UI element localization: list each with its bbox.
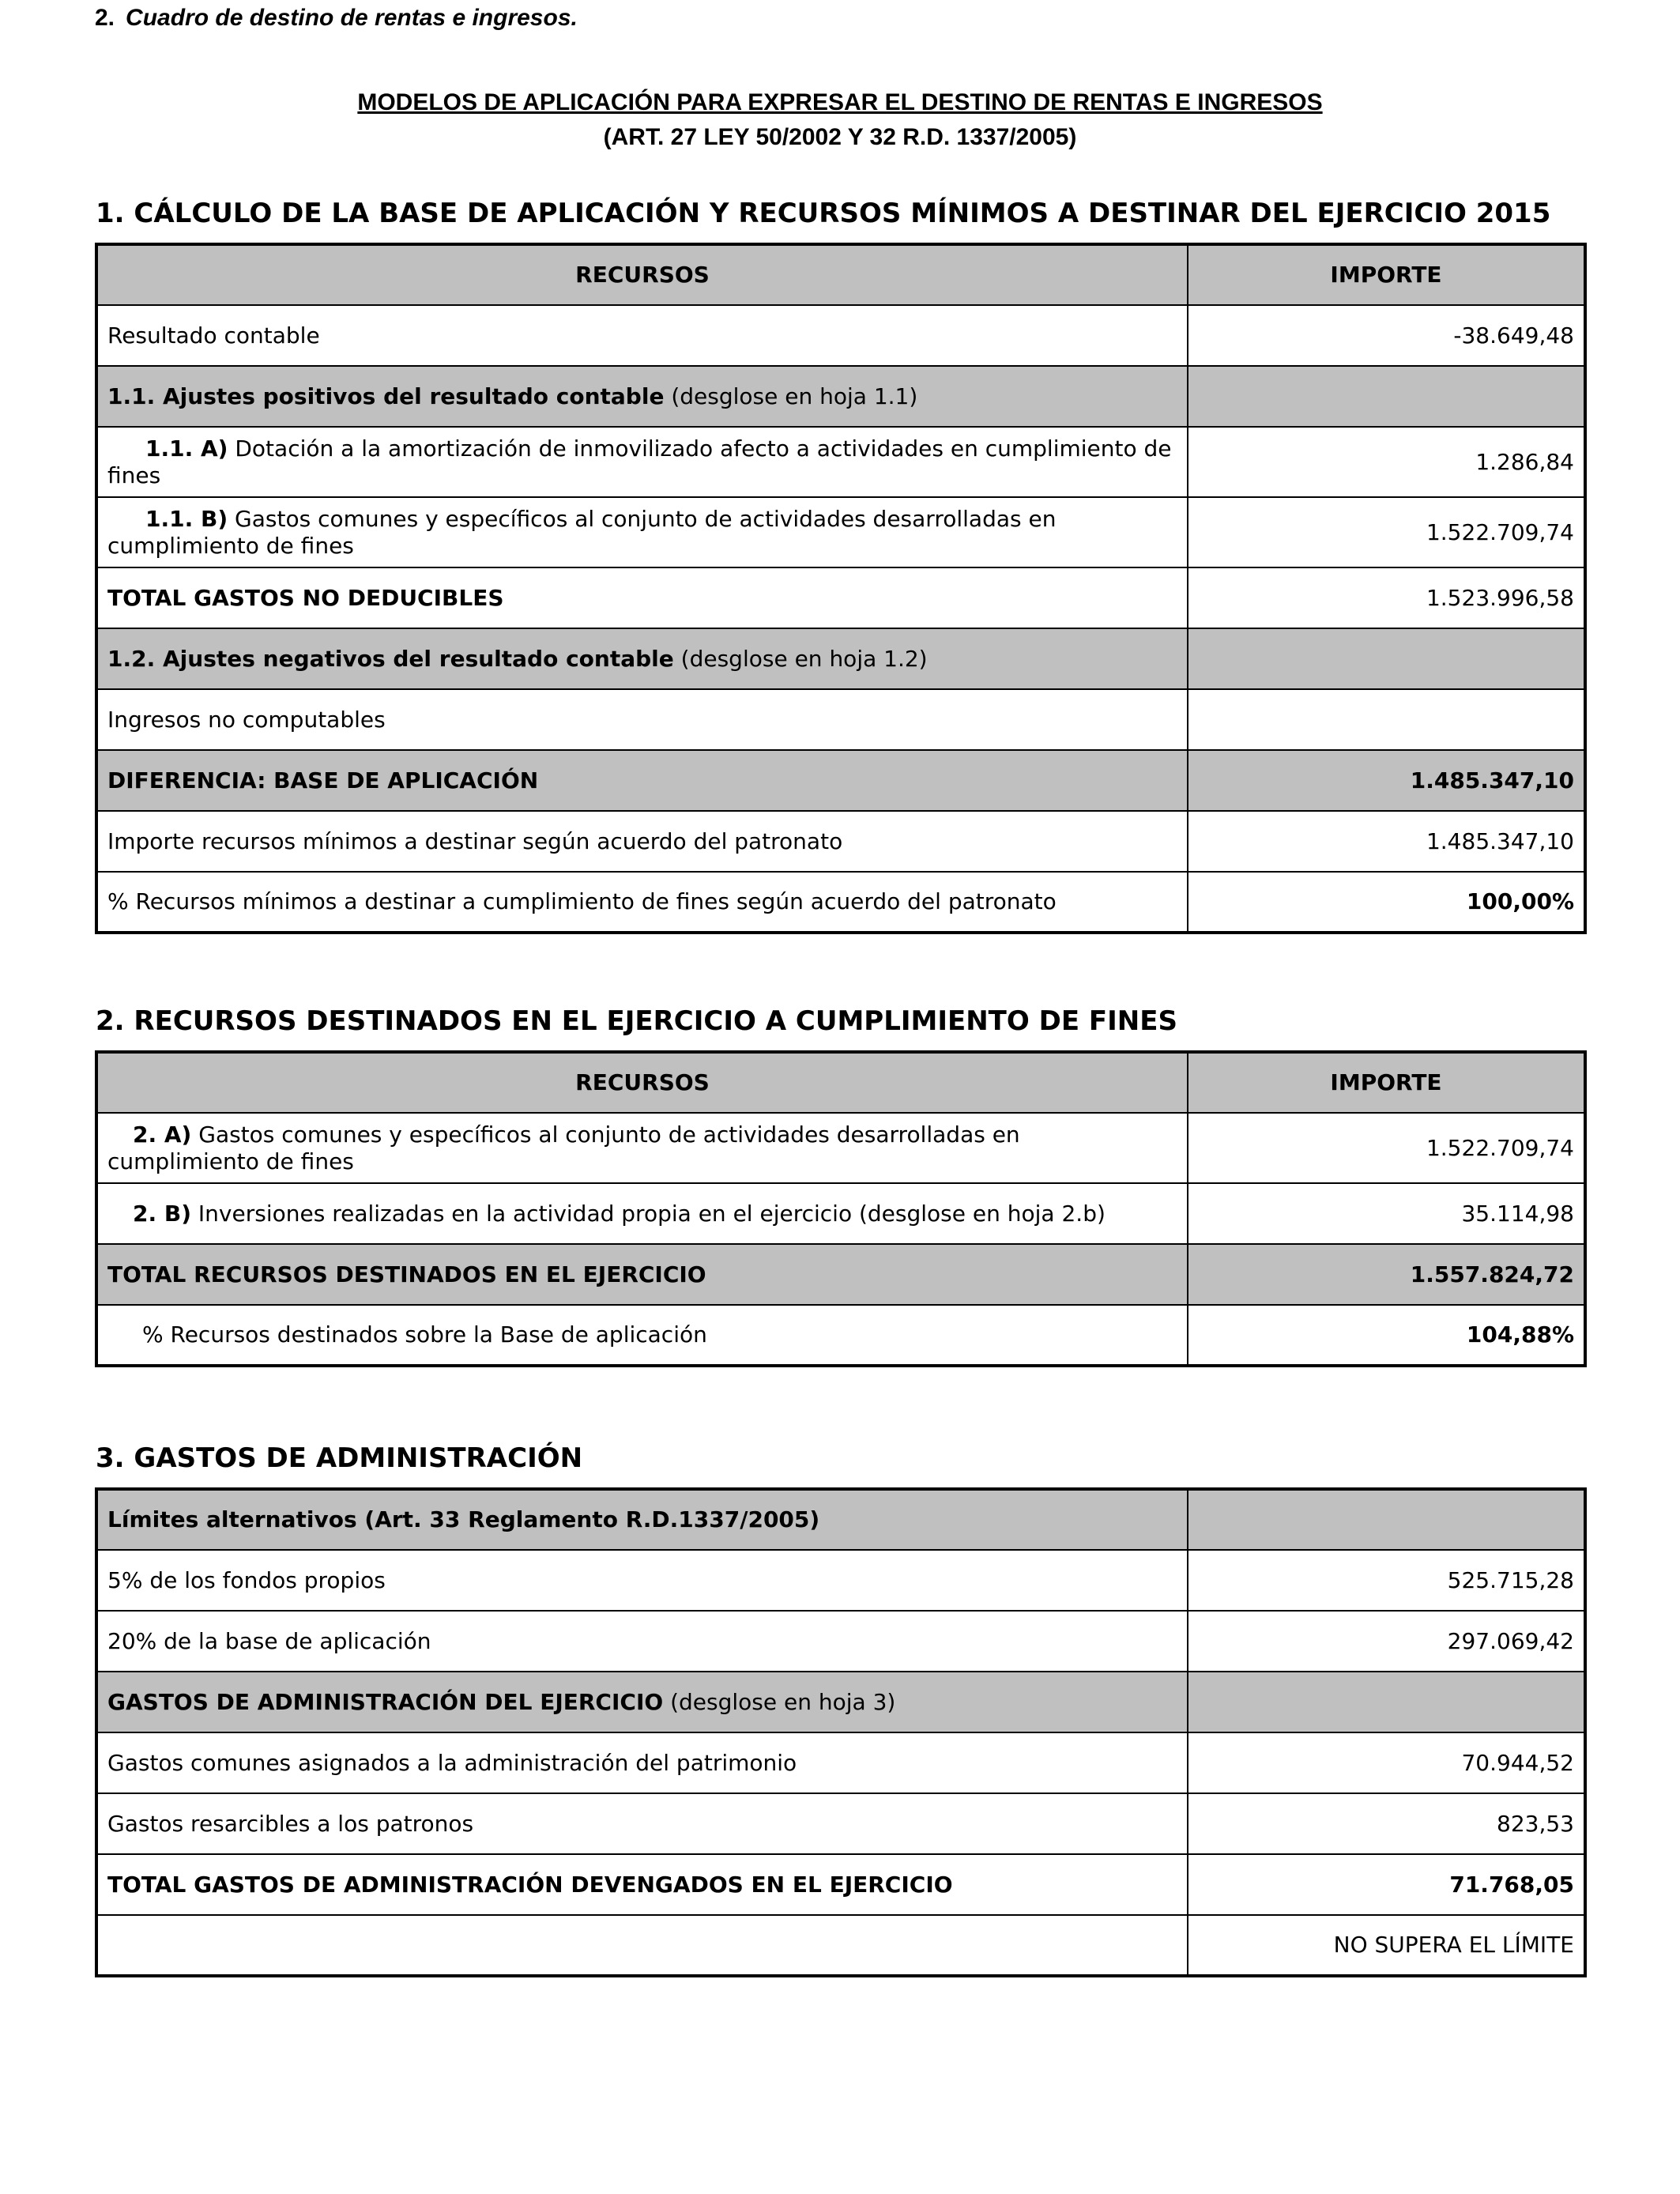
gastos-resarcibles-amount: 823,53 (1188, 1793, 1585, 1854)
table-row (96, 689, 1585, 750)
item-1-1-b-text: Gastos comunes y específicos al conjunto de actividades desarrolladas en cumplimiento de fines (107, 505, 1057, 559)
table-row (96, 1113, 1585, 1183)
base-aplicacion-label: 20% de la base de aplicación (96, 1611, 1188, 1672)
item-2-a-code: 2. A) (133, 1121, 192, 1148)
pct-minimo-amount: 100,00% (1188, 872, 1585, 933)
document-title (0, 85, 1680, 155)
section-3-table (95, 1487, 1587, 1977)
gastos-comunes-amount: 70.944,52 (1188, 1732, 1585, 1793)
resultado-label: Resultado contable (96, 305, 1188, 366)
total-no-deducibles-label: TOTAL GASTOS NO DEDUCIBLES (96, 567, 1188, 628)
importe-minimo-label: Importe recursos mínimos a destinar según acuerdo del patronato (96, 811, 1188, 872)
ajustes-positivos-label (96, 366, 1188, 427)
table-row (96, 1489, 1585, 1550)
ajustes-negativos-label (96, 628, 1188, 689)
item-2-b-amount: 35.114,98 (1188, 1183, 1585, 1244)
item-2-a-text: Gastos comunes y específicos al conjunto de actividades desarrolladas en cumplimiento de fines (107, 1121, 1020, 1174)
table-row (96, 427, 1585, 497)
empty-cell (96, 1915, 1188, 1976)
header-recursos: RECURSOS (96, 1052, 1188, 1113)
intro-number: 2. (95, 5, 115, 31)
table-row (96, 1550, 1585, 1611)
table-row (96, 1732, 1585, 1793)
empty-cell (1188, 689, 1585, 750)
pct-destinados-label: % Recursos destinados sobre la Base de aplicación (96, 1305, 1188, 1366)
item-2-b (96, 1183, 1188, 1244)
status-label: NO SUPERA EL LÍMITE (1188, 1915, 1585, 1976)
section-3-title: 3. GASTOS DE ADMINISTRACIÓN (96, 1442, 583, 1474)
table-row (96, 1915, 1585, 1976)
item-2-a-amount: 1.522.709,74 (1188, 1113, 1585, 1183)
gastos-adm-note: (desglose en hoja 3) (670, 1688, 896, 1715)
table-row (96, 1183, 1585, 1244)
importe-minimo-amount: 1.485.347,10 (1188, 811, 1585, 872)
gastos-resarcibles-label: Gastos resarcibles a los patronos (96, 1793, 1188, 1854)
table-header-row (96, 1052, 1585, 1113)
table-row (96, 872, 1585, 933)
table-row (96, 497, 1585, 567)
table-row (96, 1244, 1585, 1305)
total-recursos-amount: 1.557.824,72 (1188, 1244, 1585, 1305)
table-row (96, 305, 1585, 366)
ajustes-positivos-note: (desglose en hoja 1.1) (671, 383, 918, 409)
item-1-1-a-text: Dotación a la amortización de inmovilizado afecto a actividades en cumplimiento de fines (107, 435, 1172, 488)
item-1-1-a (96, 427, 1188, 497)
table-row (96, 1854, 1585, 1915)
table-row (96, 567, 1585, 628)
pct-destinados-amount: 104,88% (1188, 1305, 1585, 1366)
fondos-propios-amount: 525.715,28 (1188, 1550, 1585, 1611)
intro-heading (95, 5, 578, 32)
gastos-comunes-label: Gastos comunes asignados a la administración del patrimonio (96, 1732, 1188, 1793)
total-gastos-adm-label: TOTAL GASTOS DE ADMINISTRACIÓN DEVENGADOS EN EL EJERCICIO (96, 1854, 1188, 1915)
table-row (96, 750, 1585, 811)
table-row (96, 811, 1585, 872)
total-recursos-label: TOTAL RECURSOS DESTINADOS EN EL EJERCICIO (96, 1244, 1188, 1305)
empty-cell (1188, 628, 1585, 689)
pct-minimo-label: % Recursos mínimos a destinar a cumplimiento de fines según acuerdo del patronato (96, 872, 1188, 933)
item-2-a (96, 1113, 1188, 1183)
gastos-adm-label (96, 1672, 1188, 1732)
item-1-1-a-code: 1.1. A) (145, 435, 228, 462)
diferencia-label: DIFERENCIA: BASE DE APLICACIÓN (96, 750, 1188, 811)
empty-cell (1188, 1672, 1585, 1732)
item-2-b-code: 2. B) (133, 1200, 192, 1227)
diferencia-amount: 1.485.347,10 (1188, 750, 1585, 811)
empty-cell (1188, 1489, 1585, 1550)
table-row (96, 1672, 1585, 1732)
section-1-table (95, 243, 1587, 934)
total-no-deducibles-amount: 1.523.996,58 (1188, 567, 1585, 628)
total-gastos-adm-amount: 71.768,05 (1188, 1854, 1585, 1915)
table-row (96, 366, 1585, 427)
item-1-1-b-code: 1.1. B) (145, 505, 228, 532)
header-recursos: RECURSOS (96, 244, 1188, 305)
table-row (96, 1611, 1585, 1672)
ingresos-label: Ingresos no computables (96, 689, 1188, 750)
section-2-table (95, 1050, 1587, 1367)
fondos-propios-label: 5% de los fondos propios (96, 1550, 1188, 1611)
ajustes-negativos-title: 1.2. Ajustes negativos del resultado contable (107, 645, 674, 672)
base-aplicacion-amount: 297.069,42 (1188, 1611, 1585, 1672)
ajustes-positivos-title: 1.1. Ajustes positivos del resultado contable (107, 383, 665, 409)
item-1-1-a-amount: 1.286,84 (1188, 427, 1585, 497)
empty-cell (1188, 366, 1585, 427)
section-2-title: 2. RECURSOS DESTINADOS EN EL EJERCICIO A CUMPLIMIENTO DE FINES (96, 1005, 1177, 1037)
table-row (96, 1305, 1585, 1366)
table-row (96, 1793, 1585, 1854)
table-row (96, 628, 1585, 689)
header-importe: IMPORTE (1188, 1052, 1585, 1113)
item-2-b-text: Inversiones realizadas en la actividad propia en el ejercicio (desglose en hoja 2.b) (198, 1200, 1106, 1227)
gastos-adm-title: GASTOS DE ADMINISTRACIÓN DEL EJERCICIO (107, 1688, 664, 1715)
item-1-1-b (96, 497, 1188, 567)
ajustes-negativos-note: (desglose en hoja 1.2) (680, 645, 928, 672)
resultado-amount: -38.649,48 (1188, 305, 1585, 366)
title-line-2: (ART. 27 LEY 50/2002 Y 32 R.D. 1337/2005) (603, 124, 1077, 150)
header-importe: IMPORTE (1188, 244, 1585, 305)
title-line-1: MODELOS DE APLICACIÓN PARA EXPRESAR EL DESTINO DE RENTAS E INGRESOS (357, 89, 1323, 115)
limites-label: Límites alternativos (Art. 33 Reglamento R.D.1337/2005) (96, 1489, 1188, 1550)
table-header-row (96, 244, 1585, 305)
intro-text: Cuadro de destino de rentas e ingresos. (126, 5, 578, 31)
item-1-1-b-amount: 1.522.709,74 (1188, 497, 1585, 567)
section-1-title: 1. CÁLCULO DE LA BASE DE APLICACIÓN Y RECURSOS MÍNIMOS A DESTINAR DEL EJERCICIO 2015 (96, 198, 1551, 229)
